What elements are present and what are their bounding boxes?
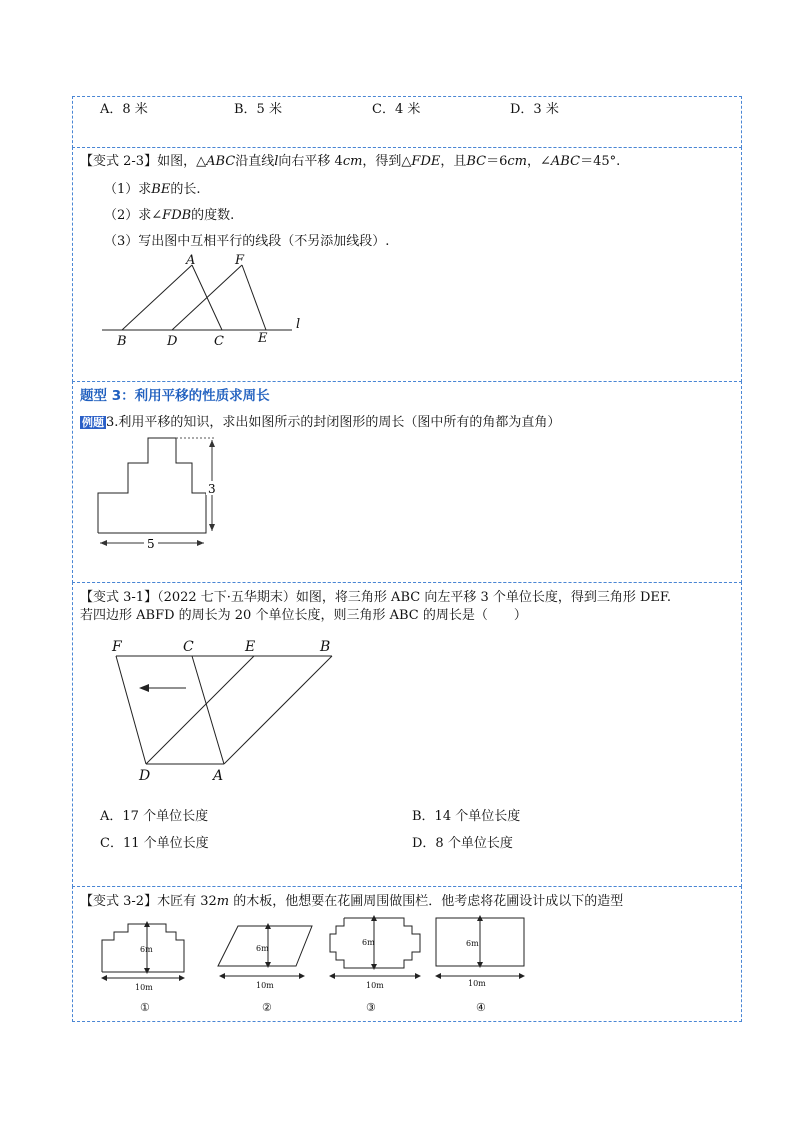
question-3: （3）写出图中互相平行的线段（不另添加线段）.	[104, 234, 390, 249]
caption-2: ②	[262, 1001, 272, 1014]
label-e: E	[245, 639, 256, 655]
caption-1: ①	[140, 1001, 150, 1014]
width-label-3: 10m	[366, 981, 384, 990]
label-a: A	[186, 253, 196, 268]
option-c: C．4 米	[372, 102, 421, 117]
label-f: F	[112, 639, 122, 655]
label-c: C	[214, 334, 224, 349]
question-2: （2）求∠FDB的度数.	[104, 208, 235, 223]
option-d: D．8 个单位长度	[412, 836, 513, 851]
variant-3-2-stem: 【变式 3-2】木匠有 32m 的木板，他想要在花圃周围做围栏．他考虑将花圃设计成以下的造型	[80, 894, 624, 909]
example-stem: 例题 3.利用平移的知识，求出如图所示的封闭图形的周长（图中所有的角都为直角）	[82, 415, 561, 430]
question-1: （1）求BE的长.	[104, 182, 201, 197]
variant-3-1-line1: 【变式 3-1】（2022 七下·五华期末）如图，将三角形 ABC 向左平移 3 个单位长度，得到三角形 DEF.	[80, 590, 672, 605]
caption-3: ③	[366, 1001, 376, 1014]
section-heading: 题型 3：利用平移的性质求周长	[80, 388, 270, 404]
label-b: B	[320, 639, 331, 655]
label-b: B	[117, 334, 127, 349]
caption-4: ④	[476, 1001, 486, 1014]
width-label-2: 10m	[256, 981, 274, 990]
height-label-1: 6m	[140, 945, 153, 954]
option-a: A．17 个单位长度	[100, 809, 209, 824]
variant-3-1-line2: 若四边形 ABFD 的周长为 20 个单位长度，则三角形 ABC 的周长是（ ）	[80, 608, 527, 623]
label-l: l	[296, 317, 301, 332]
option-c: C．11 个单位长度	[100, 836, 209, 851]
height-label-3: 6m	[362, 938, 375, 947]
height-label: 3	[208, 482, 216, 496]
option-d: D．3 米	[510, 102, 559, 117]
example-badge: 例题	[82, 416, 104, 429]
label-f: F	[235, 253, 245, 268]
label-c: C	[183, 639, 194, 655]
variant-tag: 【变式 2-3】	[80, 154, 158, 169]
height-label-2: 6m	[256, 944, 269, 953]
option-a: A．8 米	[100, 102, 148, 117]
label-a: A	[213, 768, 224, 784]
option-b: B．5 米	[234, 102, 282, 117]
variant-tag: 【变式 3-1】	[80, 590, 158, 605]
label-d: D	[139, 768, 151, 784]
variant-tag: 【变式 3-2】	[80, 894, 158, 909]
width-label-1: 10m	[135, 983, 153, 992]
garden-shape-3	[330, 918, 420, 968]
width-label: 5	[147, 537, 155, 551]
height-label-4: 6m	[466, 939, 479, 948]
option-b: B．14 个单位长度	[412, 809, 521, 824]
width-label-4: 10m	[468, 979, 486, 988]
label-d: D	[167, 334, 178, 349]
variant-2-3-stem: 【变式 2-3】如图，△ABC沿直线l向右平移 4cm，得到△FDE，且BC＝6cm，∠ABC＝45°.	[80, 154, 621, 169]
label-e: E	[258, 331, 268, 346]
